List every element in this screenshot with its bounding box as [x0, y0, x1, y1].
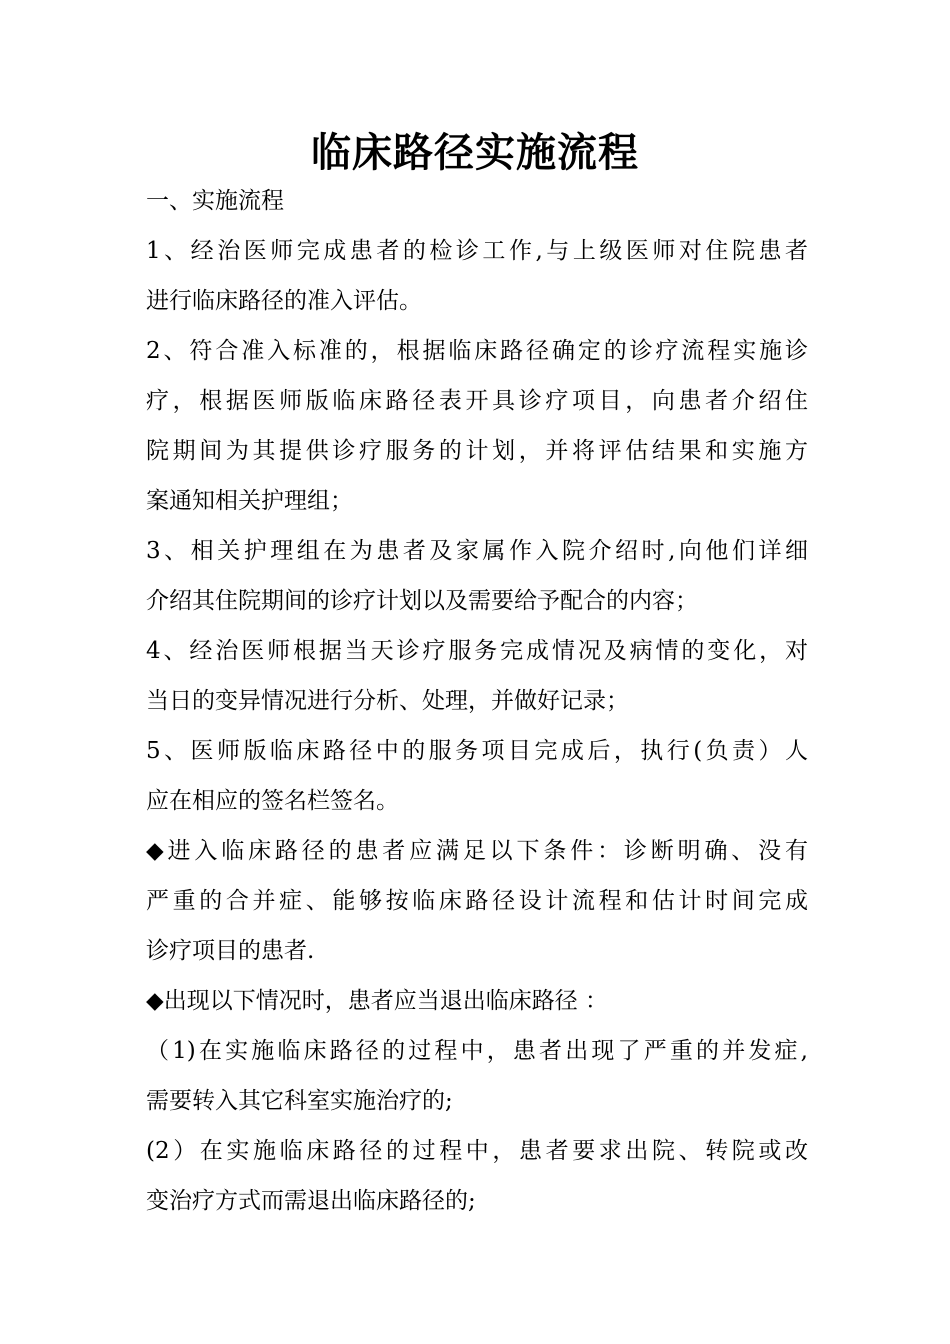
- text-line: 3、相关护理组在为患者及家属作入院介绍时,向他们详细: [146, 538, 808, 564]
- text-line: 进行临床路径的准入评估。: [146, 288, 422, 314]
- text-line: 疗，根据医师版临床路径表开具诊疗项目，向患者介绍住: [146, 388, 808, 414]
- text-line: 4、经治医师根据当天诊疗服务完成情况及病情的变化，对: [146, 638, 808, 664]
- document-title: 临床路径实施流程: [311, 129, 639, 176]
- text-line: 需要转入其它科室实施治疗的;: [146, 1088, 453, 1114]
- text-line: 院期间为其提供诊疗服务的计划，并将评估结果和实施方: [146, 438, 808, 464]
- text-line: 介绍其住院期间的诊疗计划以及需要给予配合的内容；: [146, 588, 698, 614]
- document-body: [146, 176, 808, 1226]
- text-line: 应在相应的签名栏签名。: [146, 788, 399, 814]
- bullet-line: ◆出现以下情况时，患者应当退出临床路径 ：: [146, 988, 608, 1014]
- text-line: 案通知相关护理组；: [146, 488, 353, 514]
- text-line: (2）在实施临床路径的过程中，患者要求出院、转院或改: [146, 1138, 808, 1164]
- text-line: 2、符合准入标准的，根据临床路径确定的诊疗流程实施诊: [146, 338, 808, 364]
- section-heading: 一、实施流程: [146, 188, 284, 214]
- text-line: 严重的合并症、能够按临床路径设计流程和估计时间完成: [146, 888, 808, 914]
- bullet-line: ◆进入临床路径的患者应满足以下条件：诊断明确、没有: [146, 838, 808, 864]
- text-line: 5、医师版临床路径中的服务项目完成后，执行(负责）人: [146, 738, 808, 764]
- text-line: 诊疗项目的患者.: [146, 938, 315, 964]
- text-line: 1、经治医师完成患者的检诊工作,与上级医师对住院患者: [146, 238, 808, 264]
- text-line: （1)在实施临床路径的过程中，患者出现了严重的并发症,: [146, 1038, 808, 1064]
- text-line: 当日的变异情况进行分析、处理，并做好记录；: [146, 688, 629, 714]
- text-line: 变治疗方式而需退出临床路径的;: [146, 1188, 476, 1214]
